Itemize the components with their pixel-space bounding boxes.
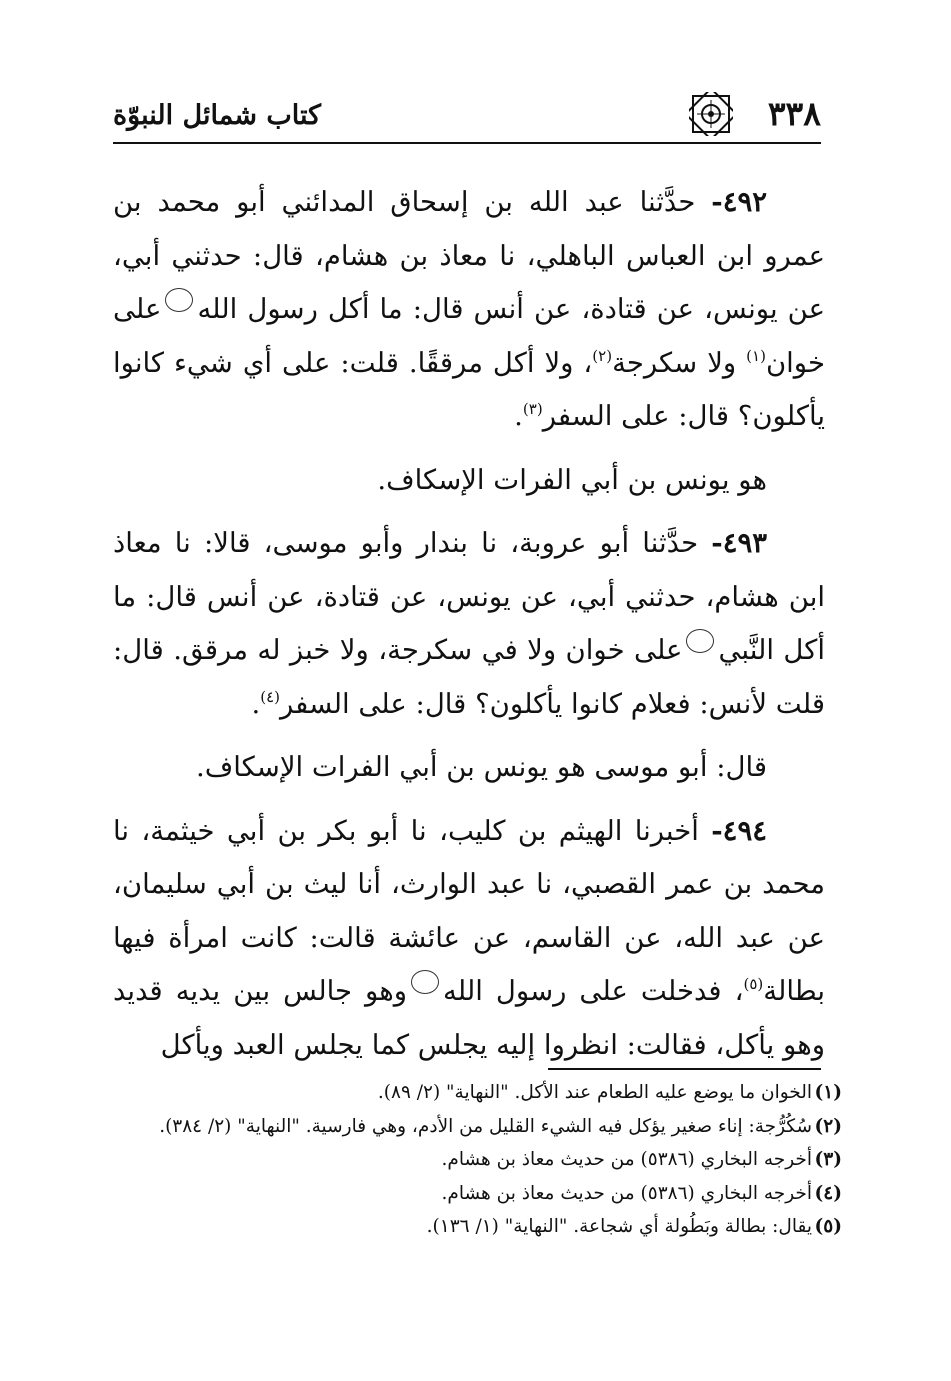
hadith-text: . (514, 400, 523, 432)
page-header (113, 88, 821, 144)
hadith-494 (113, 805, 825, 1073)
footnote-number: (٤) (814, 1182, 842, 1204)
footnote-number: (١) (814, 1082, 842, 1103)
hadith-text: ، فدخلت على رسول الله (442, 975, 744, 1007)
footnote-2 (130, 1110, 842, 1144)
hadith-text: حدَّثنا أبو عروبة، نا بندار وأبو موسى، قالا: نا معاذ ابن هشام، حدثني أبي، عن يونس، عن قتادة، عن أنس قال: ما أكل النَّبي (113, 527, 825, 666)
hadith-number: ٤٩٤- (711, 814, 767, 847)
hadith-text: . (251, 687, 261, 720)
footnote-4 (130, 1177, 842, 1211)
footnote-number: (٢) (814, 1115, 842, 1137)
arabesque-ornament-icon (689, 92, 733, 136)
footnotes (130, 1076, 842, 1244)
footnote-ref-3[interactable]: (٣) (522, 400, 543, 418)
hadith-text: ولا سكرجة (612, 346, 737, 379)
footnote-text: أخرجه البخاري (٥٣٨٦) من حديث معاذ بن هشام. (441, 1182, 812, 1204)
footnote-1 (130, 1076, 842, 1110)
narrator-note: هو يونس بن أبي الفرات الإسكاف. (377, 463, 767, 496)
hadith-text: ، ولا أكل مرققًا. قلت: على أي شيء كانوا يأكلون؟ قال: على السفر (113, 346, 825, 432)
footnote-text: أخرجه البخاري (٥٣٨٦) من حديث معاذ بن هشام. (441, 1149, 812, 1170)
hadith-text: أخبرنا الهيثم بن كليب، نا أبو بكر بن أبي خيثمة، نا محمد بن عمر القصبي، نا عبد الوارث، أنا ليث بن أبي سليمان، عن عبد الله، عن القاسم، عن عائشة قالت: كانت امرأة فيها بطالة (113, 814, 825, 1007)
footnote-3 (130, 1143, 842, 1177)
hadith-number: ٤٩٢- (711, 186, 767, 218)
footnote-ref-2[interactable]: (٢) (592, 346, 613, 365)
hadith-text: على خوان (113, 293, 825, 379)
footnotes-divider (548, 1068, 821, 1070)
footnote-text: سُكُرُّجة: إناء صغير يؤكل فيه الشيء القليل من الأدم، وهي فارسية. "النهاية" (٢/ ٣٨٤). (159, 1115, 812, 1137)
hadith-text: وهو جالس بين يديه قديد وهو يأكل، فقالت: انظروا إليه يجلس كما يجلس العبد ويأكل (113, 975, 825, 1061)
hadith-number: ٤٩٣- (711, 527, 767, 559)
footnote-text: الخوان ما يوضع عليه الطعام عند الأكل. "النهاية" (٢/ ٨٩). (377, 1082, 812, 1103)
hadith-text: حدَّثنا عبد الله بن إسحاق المدائني أبو محمد بن عمرو ابن العباس الباهلي، نا معاذ بن هشام، قال: حدثني أبي، عن يونس، عن قتادة، عن أنس قال: ما أكل رسول الله (113, 186, 825, 325)
narrator-note: قال: أبو موسى هو يونس بن أبي الفرات الإسكاف. (195, 751, 767, 783)
salla-allahu-alayhi-wasallam-icon (686, 629, 714, 653)
footnote-text: يقال: بطالة وبَطُولة أي شجاعة. "النهاية" (١/ ١٣٦). (426, 1216, 812, 1237)
main-text (113, 176, 825, 1072)
salla-allahu-alayhi-wasallam-icon (165, 288, 193, 312)
hadith-493 (113, 517, 825, 731)
book-title: كتاب شمائل النبوّة (113, 100, 321, 131)
footnote-ref-1[interactable]: (١) (746, 346, 766, 365)
page-number: ٣٣٨ (767, 94, 821, 133)
footnote-number: (٣) (814, 1149, 842, 1170)
footnote-number: (٥) (814, 1216, 842, 1237)
footnote-5 (130, 1210, 842, 1244)
salla-allahu-alayhi-wasallam-icon (411, 970, 439, 994)
footnote-ref-5[interactable]: (٥) (743, 975, 764, 993)
footnote-ref-4[interactable]: (٤) (260, 687, 280, 706)
hadith-text: على خوان ولا في سكرجة، ولا خبز له مرقق. قال: قلت لأنس: فعلام كانوا يأكلون؟ قال: على السفر (113, 634, 825, 720)
hadith-492 (113, 176, 825, 444)
